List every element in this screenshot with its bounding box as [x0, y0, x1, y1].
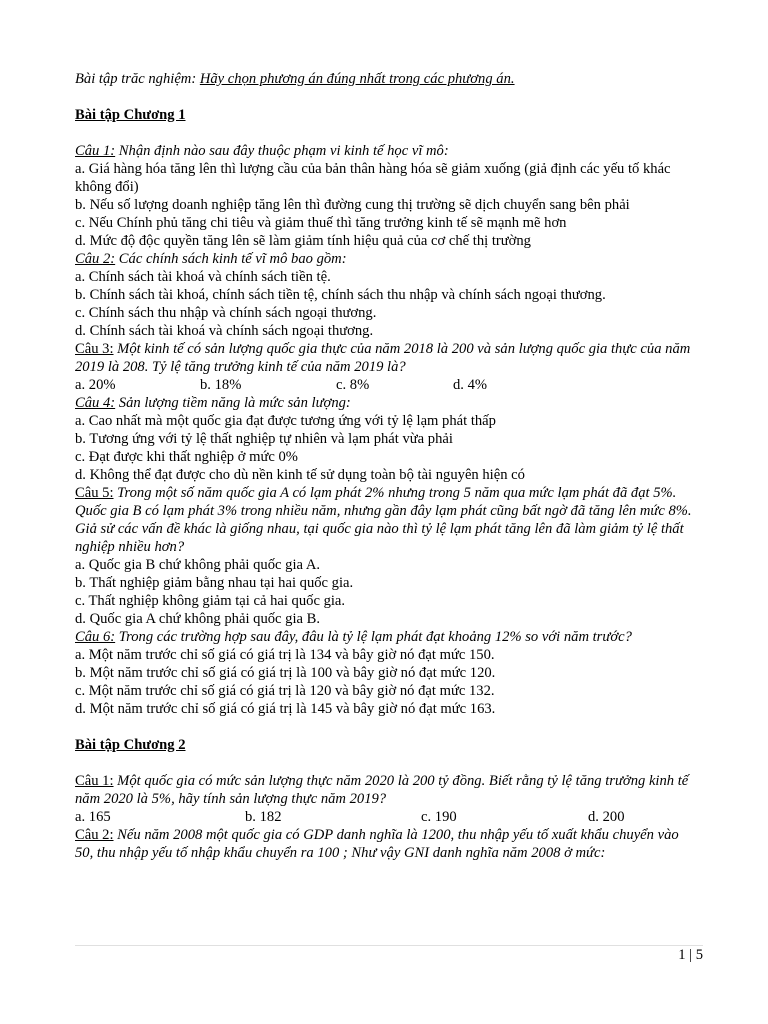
ch1-q1-option-d: d. Mức độ độc quyền tăng lên sẽ làm giảm tính hiệu quả của cơ chế thị trường — [75, 233, 531, 249]
ch1-q2-option-b: b. Chính sách tài khoá, chính sách tiền tệ, chính sách thu nhập và chính sách ngoại thương. — [75, 287, 606, 303]
ch1-q5-question — [75, 484, 699, 556]
ch2-q1-option-b: b. 182 — [245, 809, 282, 825]
ch1-q1-option-b: b. Nếu số lượng doanh nghiệp tăng lên thì đường cung thị trường sẽ dịch chuyển sang bên phải — [75, 197, 630, 213]
ch2-q2-label: Câu 2: — [75, 827, 114, 843]
ch2-q2-text: Nếu năm 2008 một quốc gia có GDP danh nghĩa là 1200, thu nhập yếu tố xuất khẩu chuyển vào 50, thu nhập yếu tố nhập khẩu chuyển ra 100 ; Như vậy GNI danh nghĩa năm 2008 ở mức: — [75, 827, 679, 861]
ch1-q4-question — [75, 394, 699, 412]
ch1-q5-label: Câu 5: — [75, 485, 114, 501]
ch1-q1-text: Nhận định nào sau đây thuộc phạm vi kinh tế học vĩ mô: — [115, 143, 449, 159]
footer-divider — [75, 945, 703, 946]
ch1-q5-option-c: c. Thất nghiệp không giảm tại cả hai quốc gia. — [75, 593, 346, 609]
ch2-q1-option-d: d. 200 — [588, 809, 625, 825]
ch1-q6-option-b: b. Một năm trước chỉ số giá có giá trị là 100 và bây giờ nó đạt mức 120. — [75, 665, 496, 681]
ch2-q1-option-a: a. 165 — [75, 809, 111, 825]
ch1-q6-text: Trong các trường hợp sau đây, đâu là tỷ lệ lạm phát đạt khoảng 12% so với năm trước? — [115, 629, 632, 645]
ch1-q1-question — [75, 142, 699, 160]
intro-instruction: Hãy chọn phương án đúng nhất trong các phương án. — [199, 71, 515, 87]
ch1-q4-option-b: b. Tương ứng với tỷ lệ thất nghiệp tự nhiên và lạm phát vừa phải — [75, 431, 453, 447]
ch1-q4-option-a: a. Cao nhất mà một quốc gia đạt được tương ứng với tỷ lệ lạm phát thấp — [75, 413, 496, 429]
ch1-q3-option-b: b. 18% — [200, 377, 242, 393]
ch1-q4-text: Sản lượng tiềm năng là mức sản lượng: — [115, 395, 351, 411]
chapter1-title: Bài tập Chương 1 — [75, 107, 186, 123]
ch1-q1-label: Câu 1: — [75, 143, 116, 159]
ch1-q1-option-c: c. Nếu Chính phủ tăng chi tiêu và giảm thuế thì tăng trưởng kinh tế sẽ mạnh mẽ hơn — [75, 215, 567, 231]
ch2-q2-question — [75, 826, 699, 862]
ch2-q1-label: Câu 1: — [75, 773, 114, 789]
ch2-q1-question — [75, 772, 699, 808]
intro-prefix: Bài tập trăc nghiệm: — [75, 71, 200, 87]
ch1-q2-option-c: c. Chính sách thu nhập và chính sách ngoại thương. — [75, 305, 377, 321]
ch1-q2-question — [75, 250, 699, 268]
ch1-q5-option-b: b. Thất nghiệp giảm bằng nhau tại hai quốc gia. — [75, 575, 354, 591]
page-number: 1 | 5 — [678, 947, 703, 963]
ch1-q2-text: Các chính sách kinh tế vĩ mô bao gồm: — [115, 251, 347, 267]
ch1-q6-option-d: d. Một năm trước chỉ số giá có giá trị là 145 và bây giờ nó đạt mức 163. — [75, 701, 496, 717]
ch1-q5-option-a: a. Quốc gia B chứ không phải quốc gia A. — [75, 557, 321, 573]
ch1-q3-option-c: c. 8% — [336, 377, 370, 393]
chapter2-title: Bài tập Chương 2 — [75, 737, 186, 753]
ch1-q5-option-d: d. Quốc gia A chứ không phải quốc gia B. — [75, 611, 321, 627]
ch1-q6-label: Câu 6: — [75, 629, 116, 645]
ch2-q1-option-c: c. 190 — [421, 809, 457, 825]
ch1-q3-question — [75, 340, 699, 376]
document-page — [75, 70, 699, 862]
ch2-q1-text: Một quốc gia có mức sản lượng thực năm 2020 là 200 tỷ đồng. Biết rằng tỷ lệ tăng trưởng kinh tế năm 2020 là 5%, hãy tính sản lượng thực năm 2019? — [75, 773, 689, 807]
ch1-q3-option-d: d. 4% — [453, 377, 488, 393]
ch1-q4-label: Câu 4: — [75, 395, 116, 411]
ch1-q6-question — [75, 628, 699, 646]
ch2-q1-options — [75, 808, 699, 826]
ch1-q1-option-a: a. Giá hàng hóa tăng lên thì lượng cầu của bản thân hàng hóa sẽ giảm xuống (giả định các yếu tố khác không đổi) — [75, 161, 671, 195]
ch1-q5-text: Trong một số năm quốc gia A có lạm phát 2% nhưng trong 5 năm qua mức lạm phát đã đạt 5%. Quốc gia B có lạm phát 3% trong nhiều năm, nhưng gần đây lạm phát cũng bất ngờ đã tăng lên mức 8%. Giả sử các vấn đề khác là giống nhau, tại quốc gia nào thì tỷ lệ lạm phát tăng lên đã làm giảm tỷ lệ thất nghiệp nhiều hơn? — [75, 485, 692, 555]
ch1-q2-label: Câu 2: — [75, 251, 116, 267]
ch1-q4-option-c: c. Đạt được khi thất nghiệp ở mức 0% — [75, 449, 298, 465]
ch1-q2-option-a: a. Chính sách tài khoá và chính sách tiền tệ. — [75, 269, 331, 285]
ch1-q2-option-d: d. Chính sách tài khoá và chính sách ngoại thương. — [75, 323, 374, 339]
ch1-q3-label: Câu 3: — [75, 341, 114, 357]
intro-line — [75, 70, 699, 88]
ch1-q3-text: Một kinh tế có sản lượng quốc gia thực của năm 2018 là 200 và sản lượng quốc gia thực của năm 2019 là 208. Tỷ lệ tăng trưởng kinh tế của năm 2019 là? — [75, 341, 691, 375]
ch1-q3-option-a: a. 20% — [75, 377, 116, 393]
ch1-q6-option-a: a. Một năm trước chỉ số giá có giá trị là 134 và bây giờ nó đạt mức 150. — [75, 647, 495, 663]
ch1-q4-option-d: d. Không thể đạt được cho dù nền kinh tế sử dụng toàn bộ tài nguyên hiện có — [75, 467, 525, 483]
ch1-q3-options — [75, 376, 699, 394]
ch1-q6-option-c: c. Một năm trước chỉ số giá có giá trị là 120 và bây giờ nó đạt mức 132. — [75, 683, 495, 699]
